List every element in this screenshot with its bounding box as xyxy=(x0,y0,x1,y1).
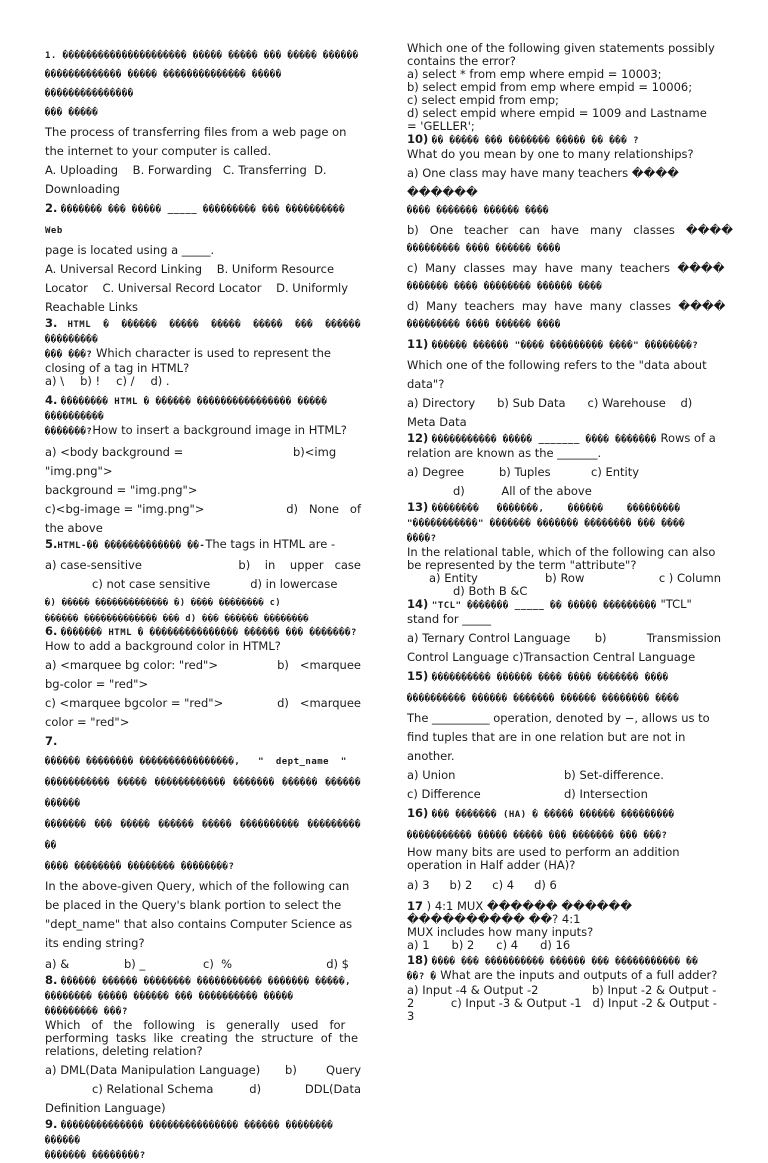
question-7-en xyxy=(45,877,361,953)
right-column xyxy=(407,41,734,1023)
question-3-options xyxy=(45,375,361,388)
question-16-number: 16) xyxy=(407,806,429,820)
question-1-options-line: Downloading xyxy=(45,182,120,196)
question-6-options xyxy=(45,656,361,732)
question-1-options-line: A. Uploading B. Forwarding C. Transferring D. xyxy=(45,163,327,177)
question-7-bn-line: ������� ��� ����� ������ ����� ���������� ��������� �� xyxy=(45,820,361,851)
option: a) Input -4 & Output -2 xyxy=(407,983,539,997)
question-13 xyxy=(407,501,721,598)
question-7-bn-line: ������ �������� ����������������, " dept_name " xyxy=(45,757,347,767)
option: a) case-sensitive xyxy=(45,558,142,572)
option: c) <marquee bgcolor = "red"> xyxy=(45,696,224,710)
option: c)<bg-image = "img.png"> xyxy=(45,502,205,516)
option: b) <marquee xyxy=(277,658,361,672)
question-17-options xyxy=(407,939,721,952)
option: c) select empid from emp; xyxy=(407,93,559,107)
question-18 xyxy=(407,954,721,1023)
option: c) Difference xyxy=(407,787,481,801)
question-15-en xyxy=(407,709,721,766)
question-12 xyxy=(407,432,721,501)
question-15-options xyxy=(407,766,721,804)
question-13-en-line: In the relational table, which of the following can also xyxy=(407,545,716,559)
option: a) select * from emp where empid = 10003; xyxy=(407,67,662,81)
question-8-number: 8. xyxy=(45,973,58,987)
question-7-number: 7. xyxy=(45,734,58,748)
question-10-text xyxy=(407,133,721,161)
question-9-continued xyxy=(407,42,721,133)
option: d) <marquee xyxy=(277,696,361,710)
question-17-en: MUX includes how many inputs? xyxy=(407,925,594,939)
question-15-en-line: The __________ operation, denoted by −, allows us to xyxy=(407,711,710,725)
question-4-text xyxy=(45,394,361,439)
question-13-options xyxy=(407,572,721,598)
option-bn: ��������� ���� ������ ���� xyxy=(407,244,561,254)
question-16-bn-line: ��� ������� (HA) � ����� ������ ��������� xyxy=(431,810,675,820)
question-8-en-line: relations, deleting relation? xyxy=(45,1044,203,1058)
question-7-bn-line: ���� �������� �������� ��������? xyxy=(45,862,235,872)
option: a) Union xyxy=(407,768,456,782)
question-16-en xyxy=(407,846,721,872)
option-bn: ������� ���� �������� ������ ���� xyxy=(407,282,603,292)
question-2-text xyxy=(45,199,361,260)
question-12-bn: ����������� ����� _______ ���� ������� xyxy=(431,435,657,445)
question-2 xyxy=(45,199,361,317)
question-8-bn-line: ��������� ���? xyxy=(45,1007,128,1017)
question-1-number: 1. xyxy=(45,51,57,61)
question-4-bn: �������� HTML � ������ ���������������� ����� ���������� xyxy=(45,397,328,422)
option: d) All of the above xyxy=(453,484,592,498)
option: b) Tuples xyxy=(499,465,551,479)
question-7-bn xyxy=(45,732,361,877)
question-3 xyxy=(45,317,361,388)
question-3-en: Which character is used to represent the xyxy=(96,346,332,360)
option: d) in lowercase xyxy=(250,577,338,591)
question-17 xyxy=(407,900,721,952)
option: d) DDL(Data xyxy=(249,1082,361,1096)
question-10-bn: �� ����� ��� ������� ����� �� ��� ? xyxy=(431,136,640,146)
question-3-number: 3. xyxy=(45,316,58,330)
option: = 'GELLER'; xyxy=(407,119,475,133)
question-13-number: 13) xyxy=(407,500,429,514)
option: a) <body background = "img.png"> xyxy=(45,445,184,478)
question-4-bn: �������? xyxy=(45,427,93,437)
question-13-bn xyxy=(407,501,721,546)
question-11-options: Meta Data xyxy=(407,415,467,429)
question-18-bn: ��? � xyxy=(407,972,437,982)
question-7-en-line: In the above-given Query, which of the following can xyxy=(45,879,350,893)
question-2-en: page is located using a _____. xyxy=(45,243,215,257)
option-bn: ��������� ���� ������ ���� xyxy=(407,320,561,330)
question-16-bn xyxy=(407,804,721,846)
option: b) _ xyxy=(124,957,146,971)
option: a) Ternary Control Language xyxy=(407,631,571,645)
question-13-en xyxy=(407,546,721,572)
question-8-bn xyxy=(45,974,361,1019)
question-15-number: 15) xyxy=(407,669,429,683)
question-5-text xyxy=(45,538,361,553)
option: b) Input -2 & Output - xyxy=(592,983,717,997)
option: b) ! xyxy=(80,374,101,388)
question-5-bn-options: ������ ������������� ��� d) ��� ������ �������� xyxy=(45,614,310,624)
option: a) \ xyxy=(45,374,65,388)
question-5-en: The tags in HTML are - xyxy=(205,537,336,551)
question-8 xyxy=(45,974,361,1118)
question-1-options xyxy=(45,161,361,199)
option: a) 3 xyxy=(407,878,430,892)
option: d) 16 xyxy=(540,938,571,952)
option: a) Degree xyxy=(407,465,465,479)
option: Control Language c)Transaction Central Language xyxy=(407,650,696,664)
question-8-en xyxy=(45,1019,361,1058)
question-14-en: "TCL" xyxy=(660,597,692,611)
question-16-bn-line: ����������� ����� ����� ��� ������� ��� ���? xyxy=(407,831,668,841)
question-7-en-line: "dept_name" that also contains Computer Science as xyxy=(45,917,353,931)
question-13-bn-line: "�����������" ������� ������� �������� ��� ���� xyxy=(407,519,686,529)
option: d) Intersection xyxy=(564,787,648,801)
option-bn: ���� ������� ������ ���� xyxy=(407,206,550,216)
option: bg-color = "red"> xyxy=(45,677,149,691)
question-9-number: 9. xyxy=(45,1117,58,1131)
option: d) Both B &C xyxy=(453,584,528,598)
question-1-en-line: The process of transferring files from a web page on xyxy=(45,125,347,139)
question-1-bn xyxy=(45,47,361,123)
option: a) DML(Data Manipulation Language) xyxy=(45,1063,261,1077)
option: c) not case sensitive xyxy=(92,577,211,591)
question-7-options xyxy=(45,955,361,974)
question-14 xyxy=(407,598,721,667)
question-12-en: relation are known as the _______. xyxy=(407,446,602,460)
question-15-en-line: another. xyxy=(407,749,455,763)
question-7-en-line: its ending string? xyxy=(45,936,145,950)
question-9-bn: ������� ��������? xyxy=(45,1151,146,1161)
question-15-en-line: find tuples that are in one relation but are not in xyxy=(407,730,686,744)
question-16-options xyxy=(407,876,721,895)
question-9-en-line: Which one of the following given statements possibly xyxy=(407,41,715,55)
option: b) select empid from emp where empid = 10006; xyxy=(407,80,693,94)
question-2-options-line: Locator C. Universal Record Locator D. Uniformly xyxy=(45,281,349,295)
question-17-number: 17 xyxy=(407,899,424,913)
question-13-en-line: be represented by the term "attribute"? xyxy=(407,558,637,572)
option: c) Entity xyxy=(591,465,640,479)
question-12-text xyxy=(407,432,721,460)
question-3-bn: HTML � ������ ����� ����� ����� ��� ������ ��������� xyxy=(45,320,362,345)
question-7-bn-line: ����������� ����� ������������ ������� ������ ������ ������ xyxy=(45,778,361,809)
option: b) Transmission xyxy=(594,631,721,645)
question-11-en: data"? xyxy=(407,377,445,391)
option: color = "red"> xyxy=(45,715,130,729)
question-4-options xyxy=(45,443,361,538)
question-3-en: closing of a tag in HTML? xyxy=(45,361,190,375)
option: d) . xyxy=(150,374,170,388)
question-17-text: ) 4:1 MUX ������ ������ ���������� ��? 4:1 xyxy=(407,899,633,926)
question-11 xyxy=(407,335,721,432)
option: d) $ xyxy=(326,957,349,971)
question-5 xyxy=(45,538,361,625)
option: a) <marquee bg color: "red"> xyxy=(45,658,218,672)
question-4-en: How to insert a background image in HTML? xyxy=(92,423,347,437)
option: a) & xyxy=(45,957,70,971)
question-2-number: 2. xyxy=(45,201,58,215)
option: c) % xyxy=(203,957,233,971)
question-2-options-line: A. Universal Record Linking B. Uniform Resource xyxy=(45,262,335,276)
question-6-en: How to add a background color in HTML? xyxy=(45,639,281,653)
question-14-options xyxy=(407,629,721,667)
question-15-bn-line: ���������� ������ ������� ������ �������� ���� xyxy=(407,694,680,704)
question-12-number: 12) xyxy=(407,431,429,445)
question-14-en: stand for _____ xyxy=(407,612,492,626)
question-2-options xyxy=(45,260,361,317)
question-5-bn-options: �) ����� ������������� �) ���� �������� c) xyxy=(45,598,281,608)
option: c) / xyxy=(116,374,135,388)
option: a) One class may have many teachers ���� ������ xyxy=(407,166,679,199)
option: b) Set-difference. xyxy=(564,768,664,782)
question-10-number: 10) xyxy=(407,132,429,146)
option: d) None of xyxy=(286,502,361,516)
option: b) One teacher can have many classes ���� xyxy=(407,223,734,237)
option: b) Query xyxy=(285,1063,361,1077)
question-18-bn: ���� ��� ���������� ������ ��� ����������� �� xyxy=(431,957,699,967)
question-1-bn-line: ������������� ����� �������������� ����� ��������������� xyxy=(45,70,282,99)
question-3-bn: ��� ���? xyxy=(45,350,93,360)
question-11-bn: ������ ������ "���� ��������� ����" ��������? xyxy=(431,341,699,351)
option: d) select empid where empid = 1009 and Lastname xyxy=(407,106,707,120)
option: a) Entity xyxy=(429,571,478,585)
question-5-options xyxy=(45,556,361,625)
option: d) 6 xyxy=(534,878,557,892)
question-1-bn-line: ��������������������� ����� ����� ��� ����� ������ xyxy=(62,51,359,61)
question-8-bn-line: ������ ������ �������� ����������� ������� �����, xyxy=(61,977,352,987)
question-1-bn-line: ��� ����� xyxy=(45,108,99,118)
question-12-options xyxy=(407,463,721,501)
option: b) 2 xyxy=(451,938,475,952)
question-10-en: What do you mean by one to many relationships? xyxy=(407,147,694,161)
question-14-bn: "TCL" ������� _____ �� ����� ��������� xyxy=(431,601,657,611)
question-8-en-line: Which of the following is generally used for xyxy=(45,1018,346,1032)
question-18-number: 18) xyxy=(407,953,429,967)
question-8-options xyxy=(45,1061,361,1118)
left-column xyxy=(45,38,361,1163)
option: c) Relational Schema xyxy=(92,1082,214,1096)
option: 3 xyxy=(407,1009,415,1023)
option: c) 4 xyxy=(492,878,515,892)
question-6-bn: ������� HTML � ��������������� ������ ��� �������? xyxy=(61,628,357,638)
question-15 xyxy=(407,667,721,804)
question-14-text xyxy=(407,598,721,626)
question-18-en: What are the inputs and outputs of a full adder? xyxy=(440,968,718,982)
question-16-en-line: How many bits are used to perform an addition xyxy=(407,845,680,859)
option: b) in upper case xyxy=(238,558,361,572)
question-10-options xyxy=(407,164,734,335)
question-7 xyxy=(45,732,361,974)
question-5-number: 5. xyxy=(45,537,58,551)
question-7-en-line: be placed in the Query's blank portion to select the xyxy=(45,898,342,912)
question-10 xyxy=(407,132,734,335)
option: a) 1 xyxy=(407,938,430,952)
question-12-en: Rows of a xyxy=(660,431,716,445)
question-6 xyxy=(45,625,361,732)
question-1 xyxy=(45,47,361,199)
option: c) 4 xyxy=(496,938,519,952)
option: Definition Language) xyxy=(45,1101,166,1115)
option: 2 c) Input -3 & Output -1 d) Input -2 & Output - xyxy=(407,996,717,1010)
question-15-bn-line: ���������� ������ ���� ���� ������� ���� xyxy=(431,673,669,683)
question-15-bn xyxy=(407,667,721,709)
question-6-text xyxy=(45,625,361,653)
question-11-options: a) Directory b) Sub Data c) Warehouse d) xyxy=(407,396,693,410)
question-2-options-line: Reachable Links xyxy=(45,300,139,314)
question-13-bn-line: �������� �������, ������ ��������� xyxy=(431,504,681,514)
question-16-en-line: operation in Half adder (HA)? xyxy=(407,858,576,872)
option: b) Row xyxy=(545,571,585,585)
option: background = "img.png"> xyxy=(45,483,198,497)
question-16 xyxy=(407,804,721,895)
question-8-bn-line: �������� ����� ������ ��� ���������� ����� xyxy=(45,992,294,1002)
question-14-number: 14) xyxy=(407,597,429,611)
question-9-bn: �������������� ��������������� ������ �������� ������ xyxy=(45,1121,334,1146)
option: the above xyxy=(45,521,103,535)
option: c ) Column xyxy=(658,571,721,585)
question-11-en: Which one of the following refers to the "data about xyxy=(407,358,707,372)
question-8-en-line: performing tasks like creating the structure of the xyxy=(45,1031,359,1045)
question-1-en-line: the internet to your computer is called. xyxy=(45,144,272,158)
question-11-number: 11) xyxy=(407,337,429,351)
question-1-en xyxy=(45,123,361,161)
question-9 xyxy=(45,1118,361,1163)
option: d) Many teachers may have many classes ���� xyxy=(407,299,726,313)
question-6-number: 6. xyxy=(45,624,58,638)
question-4-number: 4. xyxy=(45,393,58,407)
question-13-bn-line: ����? xyxy=(407,534,437,544)
option: b) 2 xyxy=(449,878,473,892)
question-4 xyxy=(45,394,361,538)
question-2-bn: ������� ��� ����� _____ ��������� ��� ���������� Web xyxy=(45,205,346,236)
option: c) Many classes may have many teachers ���� xyxy=(407,261,725,275)
question-5-bn: HTML-�� ������������� ��- xyxy=(57,541,206,551)
option: b)<img xyxy=(293,445,337,459)
question-9-en-line: contains the error? xyxy=(407,54,516,68)
